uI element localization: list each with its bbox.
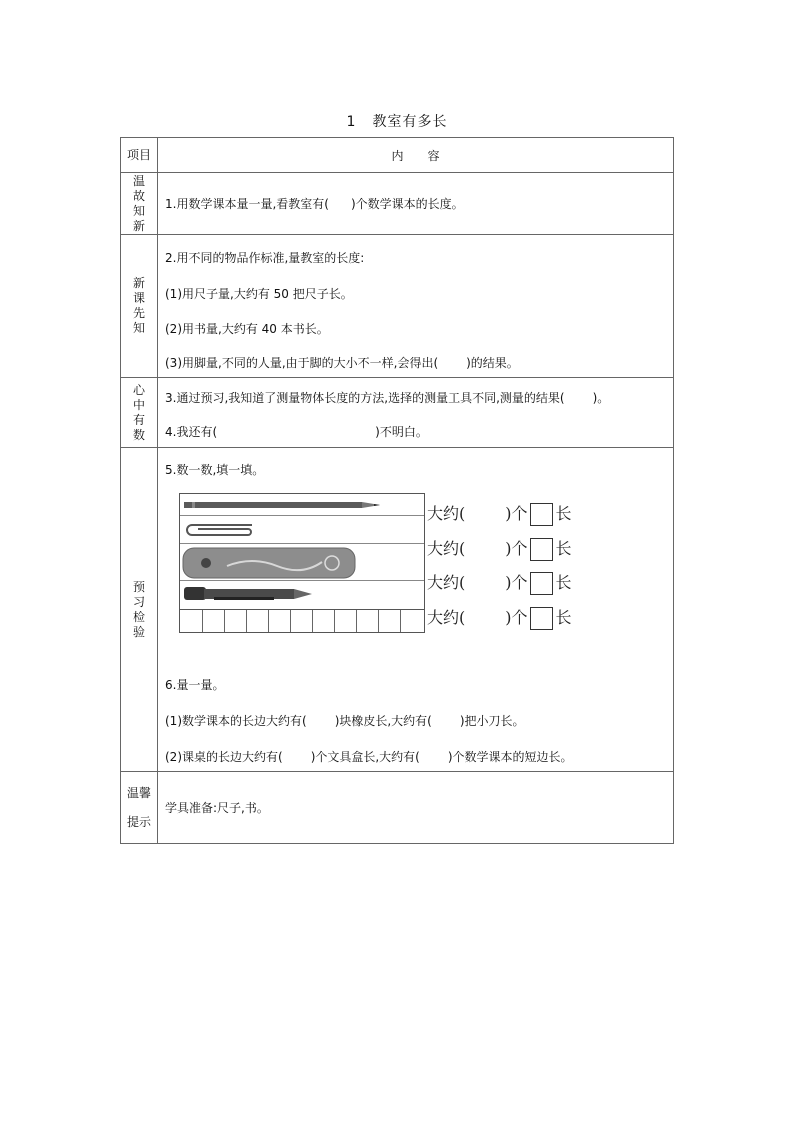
pencil-icon [184,499,384,511]
q2-3-line: (3)用脚量,不同的人量,由于脚的大小不一样,会得出( )的结果。 [165,356,519,370]
q4-line: 4.我还有( )不明白。 [165,425,428,439]
preview-row [121,448,674,772]
new-content [158,235,674,378]
review-label: 温 故 知 新 [121,173,158,235]
mind-label: 心 中 有 数 [121,378,158,448]
tips-row [121,772,674,844]
review-row [121,173,674,235]
q3-line: 3.通过预习,我知道了测量物体长度的方法,选择的测量工具不同,测量的结果( )。 [165,391,610,405]
q5-text: 5.数一数,填一填。 [165,463,265,477]
answer-line-4: 大约( )个 长 [427,605,572,630]
title-text: 教室有多长 [372,114,448,130]
q2-1-text: (1)用尺子量,大约有 50 把尺子长。 [165,287,353,301]
tips-content: 学具准备:尺子,书。 [158,772,674,844]
new-label: 新 课 先 知 [121,235,158,378]
grid-ruler [180,609,424,632]
answer-box-1[interactable] [530,503,553,526]
q2-text: 2.用不同的物品作标准,量教室的长度: [165,251,365,265]
marker-icon [184,584,318,604]
q2-2-text: (2)用书量,大约有 40 本书长。 [165,322,329,336]
answer-line-3: 大约( )个 长 [427,570,572,595]
answer-box-3[interactable] [530,572,553,595]
q6-text: 6.量一量。 [165,678,225,692]
eraser-icon [182,546,358,580]
answer-box-4[interactable] [530,607,553,630]
worksheet-table [120,137,674,844]
page-title [0,111,794,131]
answer-box-2[interactable] [530,538,553,561]
mind-row [121,378,674,448]
preview-content [158,448,674,772]
answer-line-2: 大约( )个 长 [427,536,572,561]
answer-line-1: 大约( )个 长 [427,501,572,526]
new-row [121,235,674,378]
q1-prefix: 1.用数学课本量一量,看教室有( [165,197,329,211]
review-content [158,173,674,235]
mind-content [158,378,674,448]
q1-suffix: )个数学课本的长度。 [350,197,464,211]
preview-label: 预 习 检 验 [121,448,158,772]
paperclip-icon [182,519,258,541]
header-project: 项目 [121,138,158,173]
measure-figure [179,493,425,633]
header-row [121,138,674,173]
tips-label: 温馨 提示 [121,772,158,844]
title-number: 1 [346,114,357,130]
header-content: 内 容 [158,138,674,173]
q6-2-line: (2)课桌的长边大约有( )个文具盒长,大约有( )个数学课本的短边长。 [165,750,573,764]
q6-1-line: (1)数学课本的长边大约有( )块橡皮长,大约有( )把小刀长。 [165,714,525,728]
